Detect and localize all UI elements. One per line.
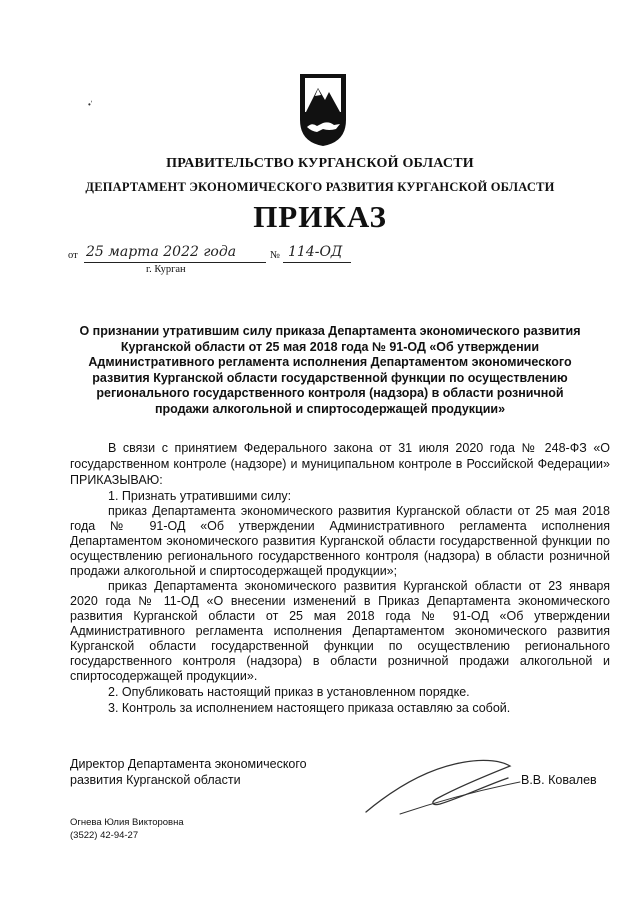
from-label: от [68,250,78,261]
signer-position-line-1: Директор Департамента экономического [70,757,307,771]
item-1b: приказ Департамента экономического развития Курганской области от 23 января 2020 года № 11-ОД «О внесении изменений в Приказ Департамента экономического развития Курганской области от 25 мая 2018 года № 91-ОД «Об утверждении Административного регламента исполнения Департаментом экономического развития Курганской области государственной функции по осуществлению регионального государственного контроля (надзора) в области розничной продажи алкогольной и спиртосодержащей продукции». [70,579,610,683]
item-1a: приказ Департамента экономического развития Курганской области от 25 мая 2018 года № 91-ОД «Об утверждении Административного регламента исполнения Департаментом экономического развития Курганской области государственной функции по осуществлению регионального государственного контроля (надзора) в области розничной продажи алкогольной и спиртосодержащей продукции»; [70,504,610,578]
executor-name: Огнева Юлия Викторовна [70,817,184,828]
item-1: 1. Признать утратившими силу: [108,489,292,503]
executor-phone: (3522) 42-94-27 [70,830,139,841]
item-2: 2. Опубликовать настоящий приказ в установленном порядке. [108,685,470,699]
coat-of-arms-emblem [298,72,348,148]
intro-paragraph: В связи с принятием Федерального закона от 31 июля 2020 года № 248-ФЗ «О государственном контроле (надзоре) и муниципальном контроле в Российской Федерации» ПРИКАЗЫВАЮ: [70,441,610,487]
number-label: № [270,250,281,261]
city-label: г. Курган [146,264,186,275]
department-name: ДЕПАРТАМЕНТ ЭКОНОМИЧЕСКОГО РАЗВИТИЯ КУРГАНСКОЙ ОБЛАСТИ [85,180,555,194]
executor-info [70,816,184,842]
order-body [70,440,610,716]
handwritten-signature [360,752,530,822]
order-number-handwritten: 114-ОД [288,244,343,260]
date-underline [84,262,266,263]
document-type-heading: ПРИКАЗ [253,199,387,234]
number-underline [283,262,351,263]
order-title: О признании утратившим силу приказа Департамента экономического развития Курганской области от 25 мая 2018 года № 91-ОД «Об утверждении Административного регламента исполнения Департаментом экономического развития Курганской области государственной функции по осуществлению регионального государственного контроля (надзора) в области розничной продажи алкогольной и спиртосодержащей продукции» [79,324,581,416]
item-3: 3. Контроль за исполнением настоящего приказа оставляю за собой. [108,701,511,715]
signer-position-line-2: развития Курганской области [70,773,241,787]
scan-mark: •ʼ [88,100,93,109]
order-date-handwritten: 25 марта 2022 года [86,244,237,260]
government-name: ПРАВИТЕЛЬСТВО КУРГАНСКОЙ ОБЛАСТИ [166,156,474,171]
signer-name: В.В. Ковалев [521,773,597,787]
signer-position [70,756,307,788]
